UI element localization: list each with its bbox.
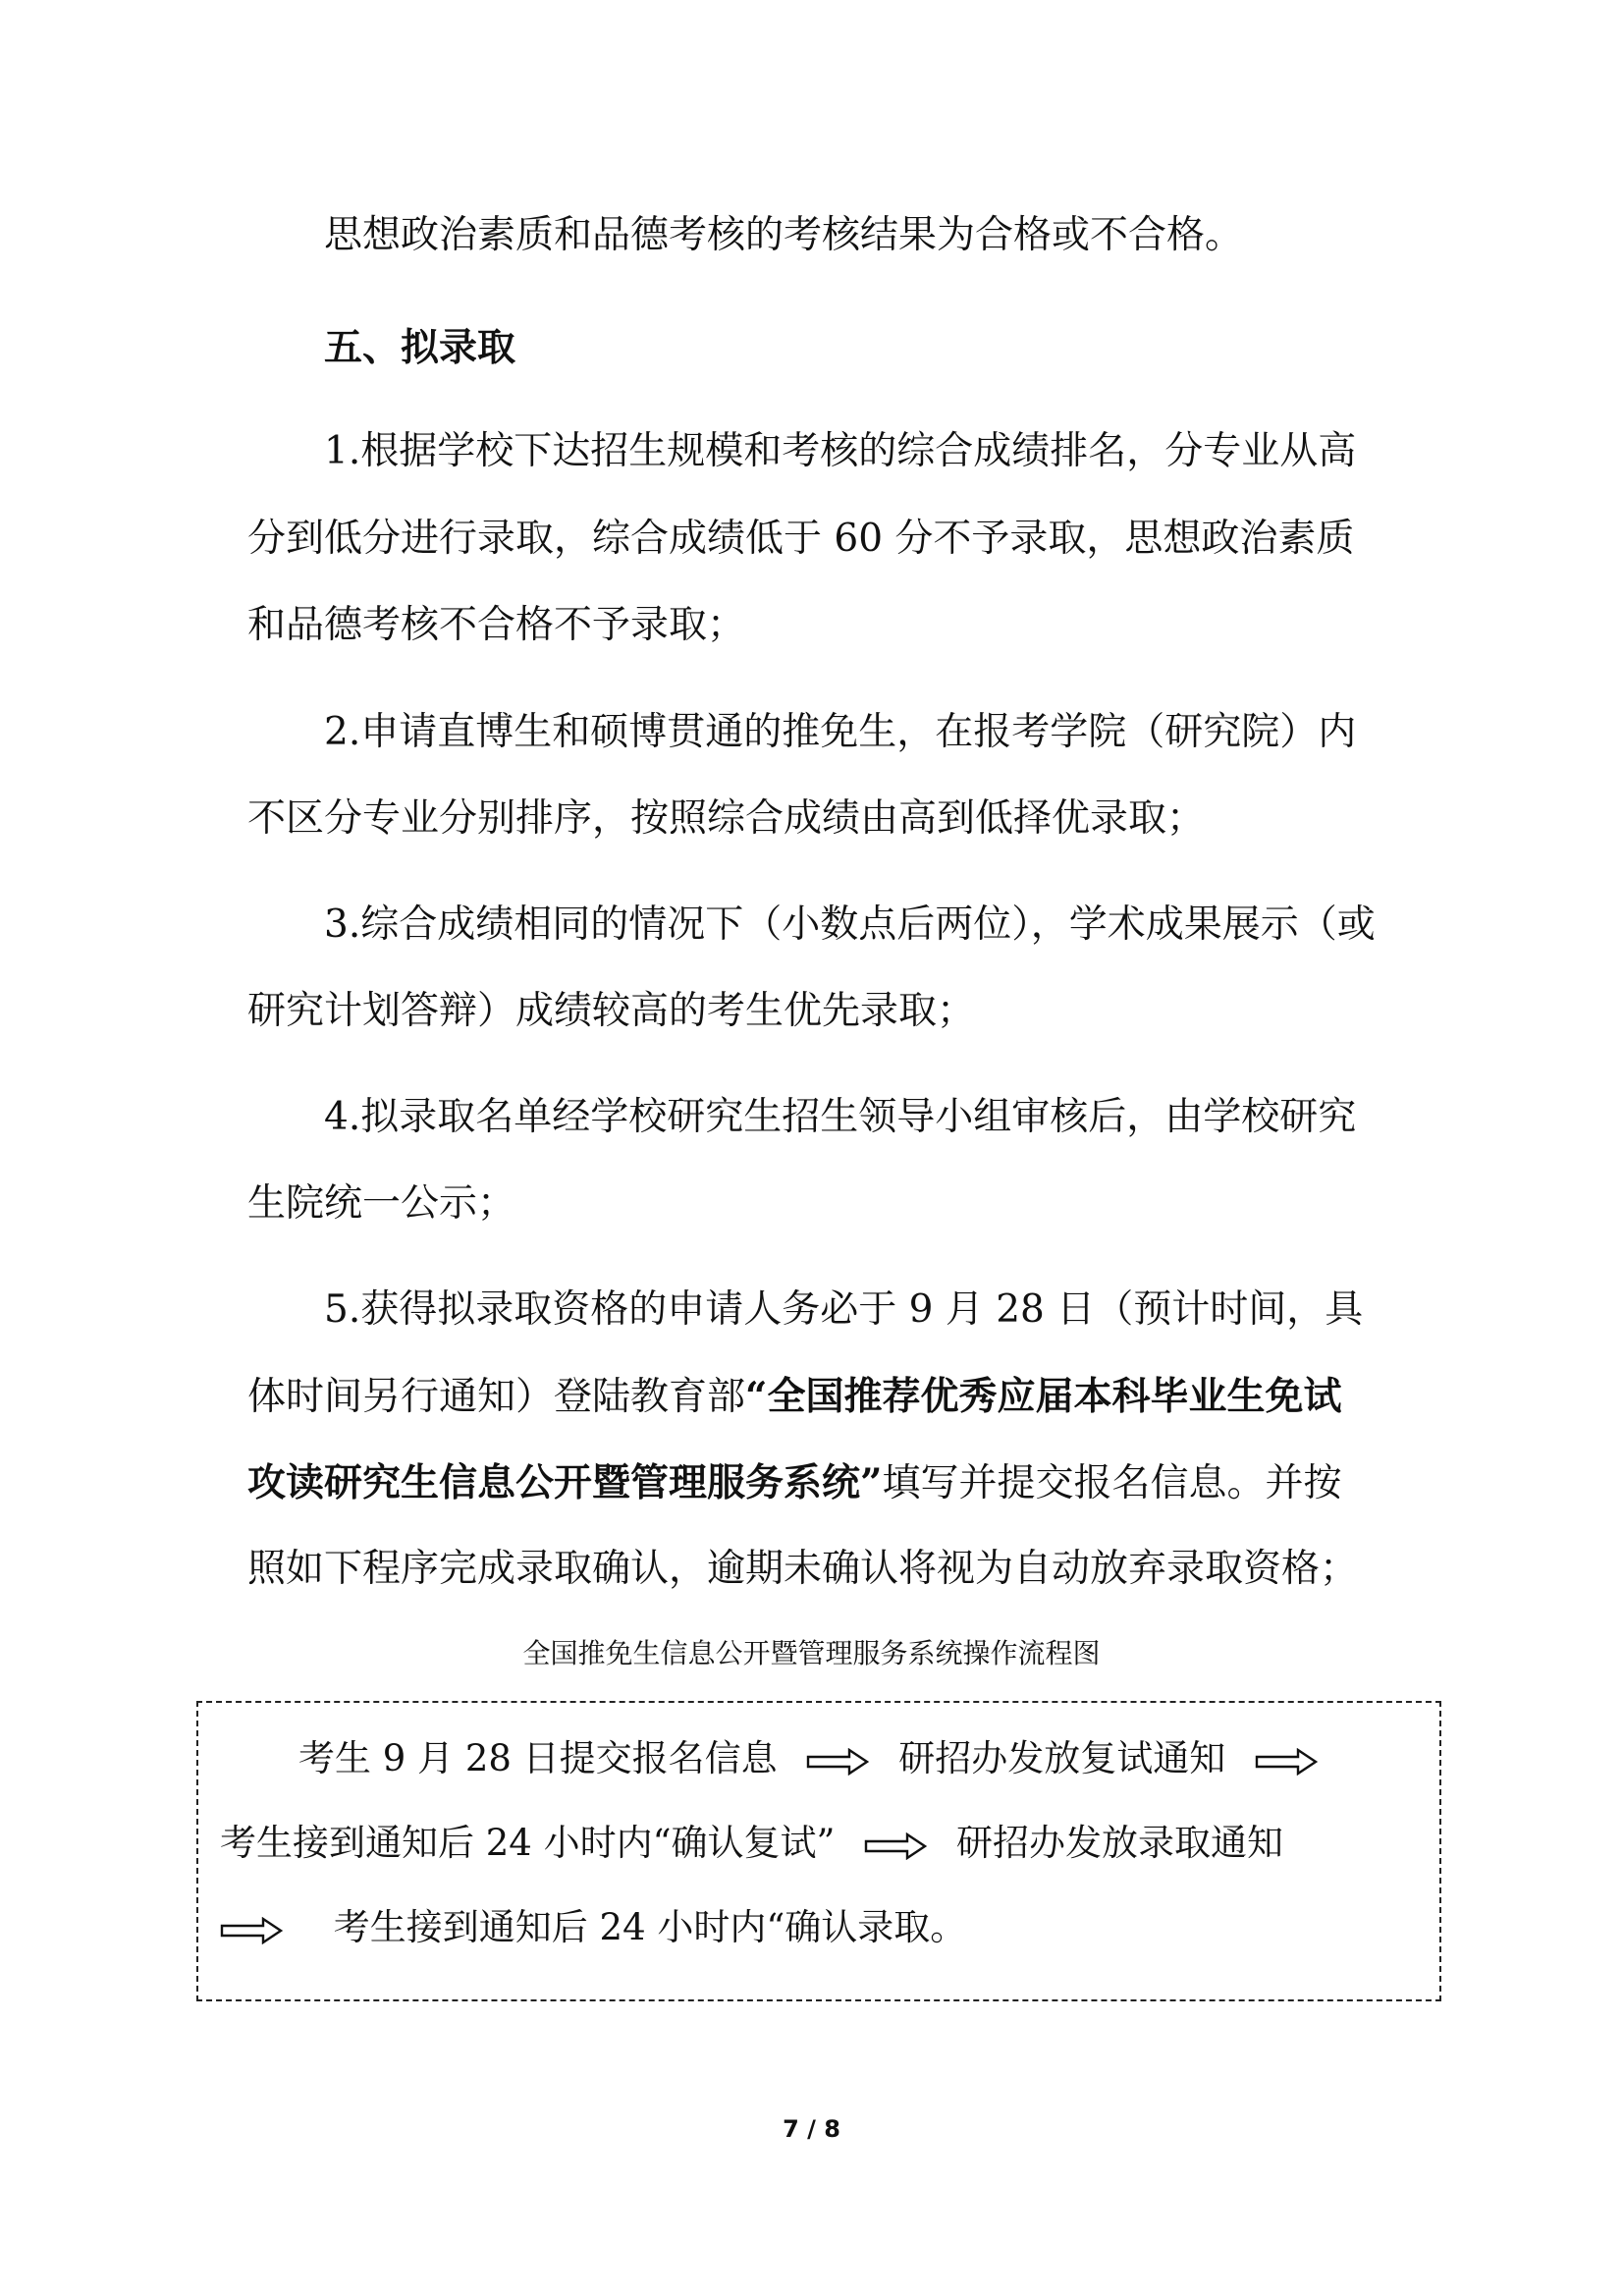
flow-step-2: 研招办发放复试通知 [898, 1737, 1226, 1779]
system-name-part-2: 攻读研究生信息公开暨管理服务系统” [247, 1460, 883, 1505]
item-2-line-1: 2.申请直博生和硕博贯通的推免生，在报考学院（研究院）内 [324, 710, 1357, 754]
paragraph-quality-result: 思想政治素质和品德考核的考核结果为合格或不合格。 [324, 213, 1244, 257]
flow-step-3: 考生接到通知后 24 小时内“确认复试” [220, 1822, 836, 1864]
item-2-line-2: 不区分专业分别排序，按照综合成绩由高到低择优录取； [247, 796, 1206, 841]
item-5-line-2 [247, 1373, 1341, 1421]
system-name-part-1: “全国推荐优秀应届本科毕业生免试 [745, 1374, 1342, 1419]
item-3-line-2: 研究计划答辩）成绩较高的考生优先录取； [247, 989, 976, 1033]
item-5-line-3-plain: 填写并提交报名信息。并按 [882, 1461, 1342, 1505]
double-line-right-arrow-icon [220, 1917, 283, 1944]
flow-step-1: 考生 9 月 28 日提交报名信息 [298, 1737, 778, 1779]
item-4-line-2: 生院统一公示； [247, 1181, 516, 1226]
flowchart-caption: 全国推免生信息公开暨管理服务系统操作流程图 [522, 1637, 1101, 1669]
page-number: 7 / 8 [783, 2115, 840, 2143]
section-heading-admission: 五、拟录取 [324, 325, 516, 370]
double-line-right-arrow-icon [806, 1748, 869, 1776]
flow-row-3 [220, 1905, 966, 1950]
item-4-line-1: 4.拟录取名单经学校研究生招生领导小组审核后，由学校研究 [324, 1095, 1357, 1139]
item-1-line-1: 1.根据学校下达招生规模和考核的综合成绩排名，分专业从高 [324, 429, 1357, 473]
flow-row-1 [298, 1736, 1335, 1781]
flowchart-box [196, 1701, 1441, 2001]
flow-step-4: 研招办发放录取通知 [955, 1822, 1283, 1864]
flow-step-5: 考生接到通知后 24 小时内“确认录取。 [333, 1906, 967, 1948]
item-5-line-1: 5.获得拟录取资格的申请人务必于 9 月 28 日（预计时间，具 [324, 1287, 1364, 1332]
double-line-right-arrow-icon [864, 1832, 927, 1860]
item-5-line-2-plain: 体时间另行通知）登陆教育部 [247, 1375, 746, 1419]
item-5-line-3 [247, 1459, 1341, 1507]
item-3-line-1: 3.综合成绩相同的情况下（小数点后两位），学术成果展示（或 [324, 902, 1376, 947]
item-1-line-2: 分到低分进行录取，综合成绩低于 60 分不予录取，思想政治素质 [247, 517, 1355, 561]
flow-row-2 [220, 1821, 1283, 1866]
double-line-right-arrow-icon [1255, 1748, 1318, 1776]
item-5-line-4: 照如下程序完成录取确认，逾期未确认将视为自动放弃录取资格； [247, 1547, 1359, 1591]
item-1-line-3: 和品德考核不合格不予录取； [247, 603, 746, 647]
